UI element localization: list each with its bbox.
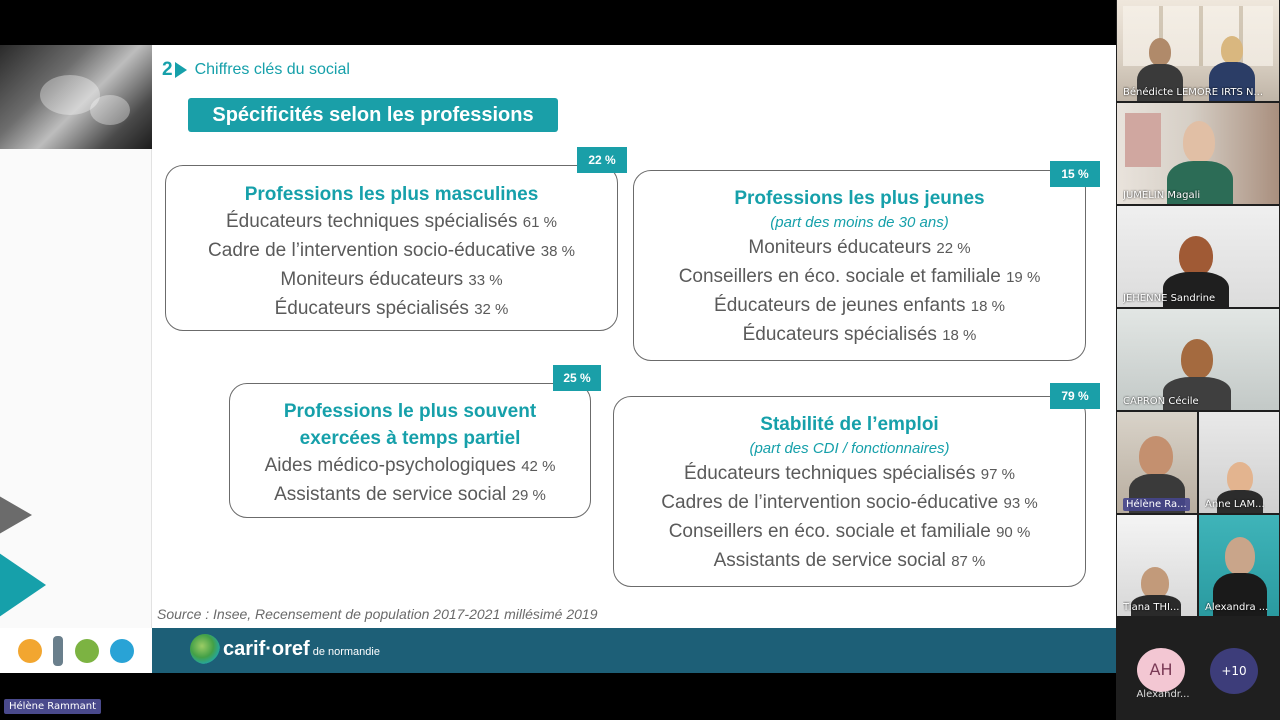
participant-name: Anne LAM... (1205, 499, 1265, 510)
footer-icons (0, 628, 152, 673)
more-participants-button[interactable]: +10 (1210, 648, 1258, 694)
card-row: Moniteurs éducateurs 22 % (748, 237, 971, 258)
decorative-arrow-gray (0, 485, 32, 545)
card-title-line2: exercées à temps partiel (299, 428, 521, 449)
card-badge: 25 % (553, 365, 601, 391)
participant-tile[interactable] (1117, 412, 1197, 513)
section-arrow-icon (175, 62, 187, 78)
card-title: Professions le plus souvent (283, 401, 537, 422)
logo-subtext: de normandie (312, 646, 380, 658)
participants-panel[interactable] (1116, 0, 1280, 720)
participant-name: Alexandra ... (1205, 602, 1269, 613)
participant-name: Bénédicte LEMORE IRTS N... (1123, 87, 1264, 98)
card-subtitle: (part des CDI / fonctionnaires) (749, 440, 950, 457)
slide-left-strip (0, 45, 152, 628)
participant-name: JUMELIN Magali (1123, 190, 1201, 201)
participant-tile[interactable] (1117, 309, 1279, 410)
card-row: Conseillers en éco. sociale et familiale 90 % (668, 521, 1031, 542)
card-row: Conseillers en éco. sociale et familiale 19 % (678, 266, 1041, 287)
participant-name: Hélène Ra... (1123, 498, 1190, 511)
card-employment-stability (613, 396, 1086, 587)
card-row: Assistants de service social 87 % (713, 550, 986, 571)
participant-name: CAPRON Cécile (1123, 396, 1199, 407)
card-badge: 15 % (1050, 161, 1100, 187)
participant-tile[interactable] (1117, 0, 1279, 101)
card-row: Éducateurs techniques spécialisés 61 % (226, 211, 557, 232)
family-icon (18, 639, 42, 663)
card-badge: 79 % (1050, 383, 1100, 409)
tree-logo-icon (190, 634, 220, 664)
participant-avatar[interactable]: AH (1137, 648, 1185, 692)
carif-oref-logo (190, 634, 380, 664)
card-row: Aides médico-psychologiques 42 % (264, 455, 556, 476)
slide-banner-title: Spécificités selon les professions (188, 98, 558, 132)
card-row: Assistants de service social 29 % (274, 484, 546, 505)
participant-name: JEHENNE Sandrine (1123, 293, 1216, 304)
section-header (162, 59, 350, 81)
section-title: Chiffres clés du social (194, 61, 350, 78)
section-number: 2 (162, 59, 173, 80)
card-row: Éducateurs spécialisés 18 % (742, 324, 977, 345)
card-row: Cadres de l’intervention socio-éducative 93 % (661, 492, 1038, 513)
card-youngest-professions (633, 170, 1086, 361)
card-row: Éducateurs de jeunes enfants 18 % (714, 295, 1005, 316)
avatar-participant-name: Alexandr... (1136, 689, 1190, 700)
card-row: Cadre de l’intervention socio-éducative 38 % (208, 240, 575, 261)
logo-text: carif·oref (223, 637, 310, 660)
participant-tile[interactable] (1199, 515, 1279, 616)
participant-tile[interactable] (1117, 103, 1279, 204)
card-subtitle: (part des moins de 30 ans) (770, 214, 949, 231)
participant-tile[interactable] (1199, 412, 1279, 513)
card-part-time-professions (229, 383, 591, 518)
card-title: Stabilité de l’emploi (760, 414, 939, 435)
card-title: Professions les plus masculines (244, 184, 539, 205)
slide-footer (0, 628, 1116, 673)
decorative-arrow-teal (0, 540, 46, 630)
care-icon (110, 639, 134, 663)
card-badge: 22 % (577, 147, 627, 173)
person-icon (53, 636, 63, 666)
shared-slide (0, 45, 1116, 673)
source-note: Source : Insee, Recensement de population 2017-2021 millésimé 2019 (157, 606, 598, 622)
group-icon (75, 639, 99, 663)
participant-name: Tiana THI... (1123, 602, 1180, 613)
participant-tile[interactable] (1117, 206, 1279, 307)
hands-photo (0, 45, 152, 149)
participant-tile[interactable] (1117, 515, 1197, 616)
card-title: Professions les plus jeunes (734, 188, 985, 209)
card-row: Éducateurs techniques spécialisés 97 % (684, 463, 1015, 484)
presenter-name-tag: Hélène Rammant (4, 699, 101, 714)
card-masculine-professions (165, 165, 618, 331)
card-row: Moniteurs éducateurs 33 % (280, 269, 503, 290)
card-row: Éducateurs spécialisés 32 % (274, 298, 509, 319)
